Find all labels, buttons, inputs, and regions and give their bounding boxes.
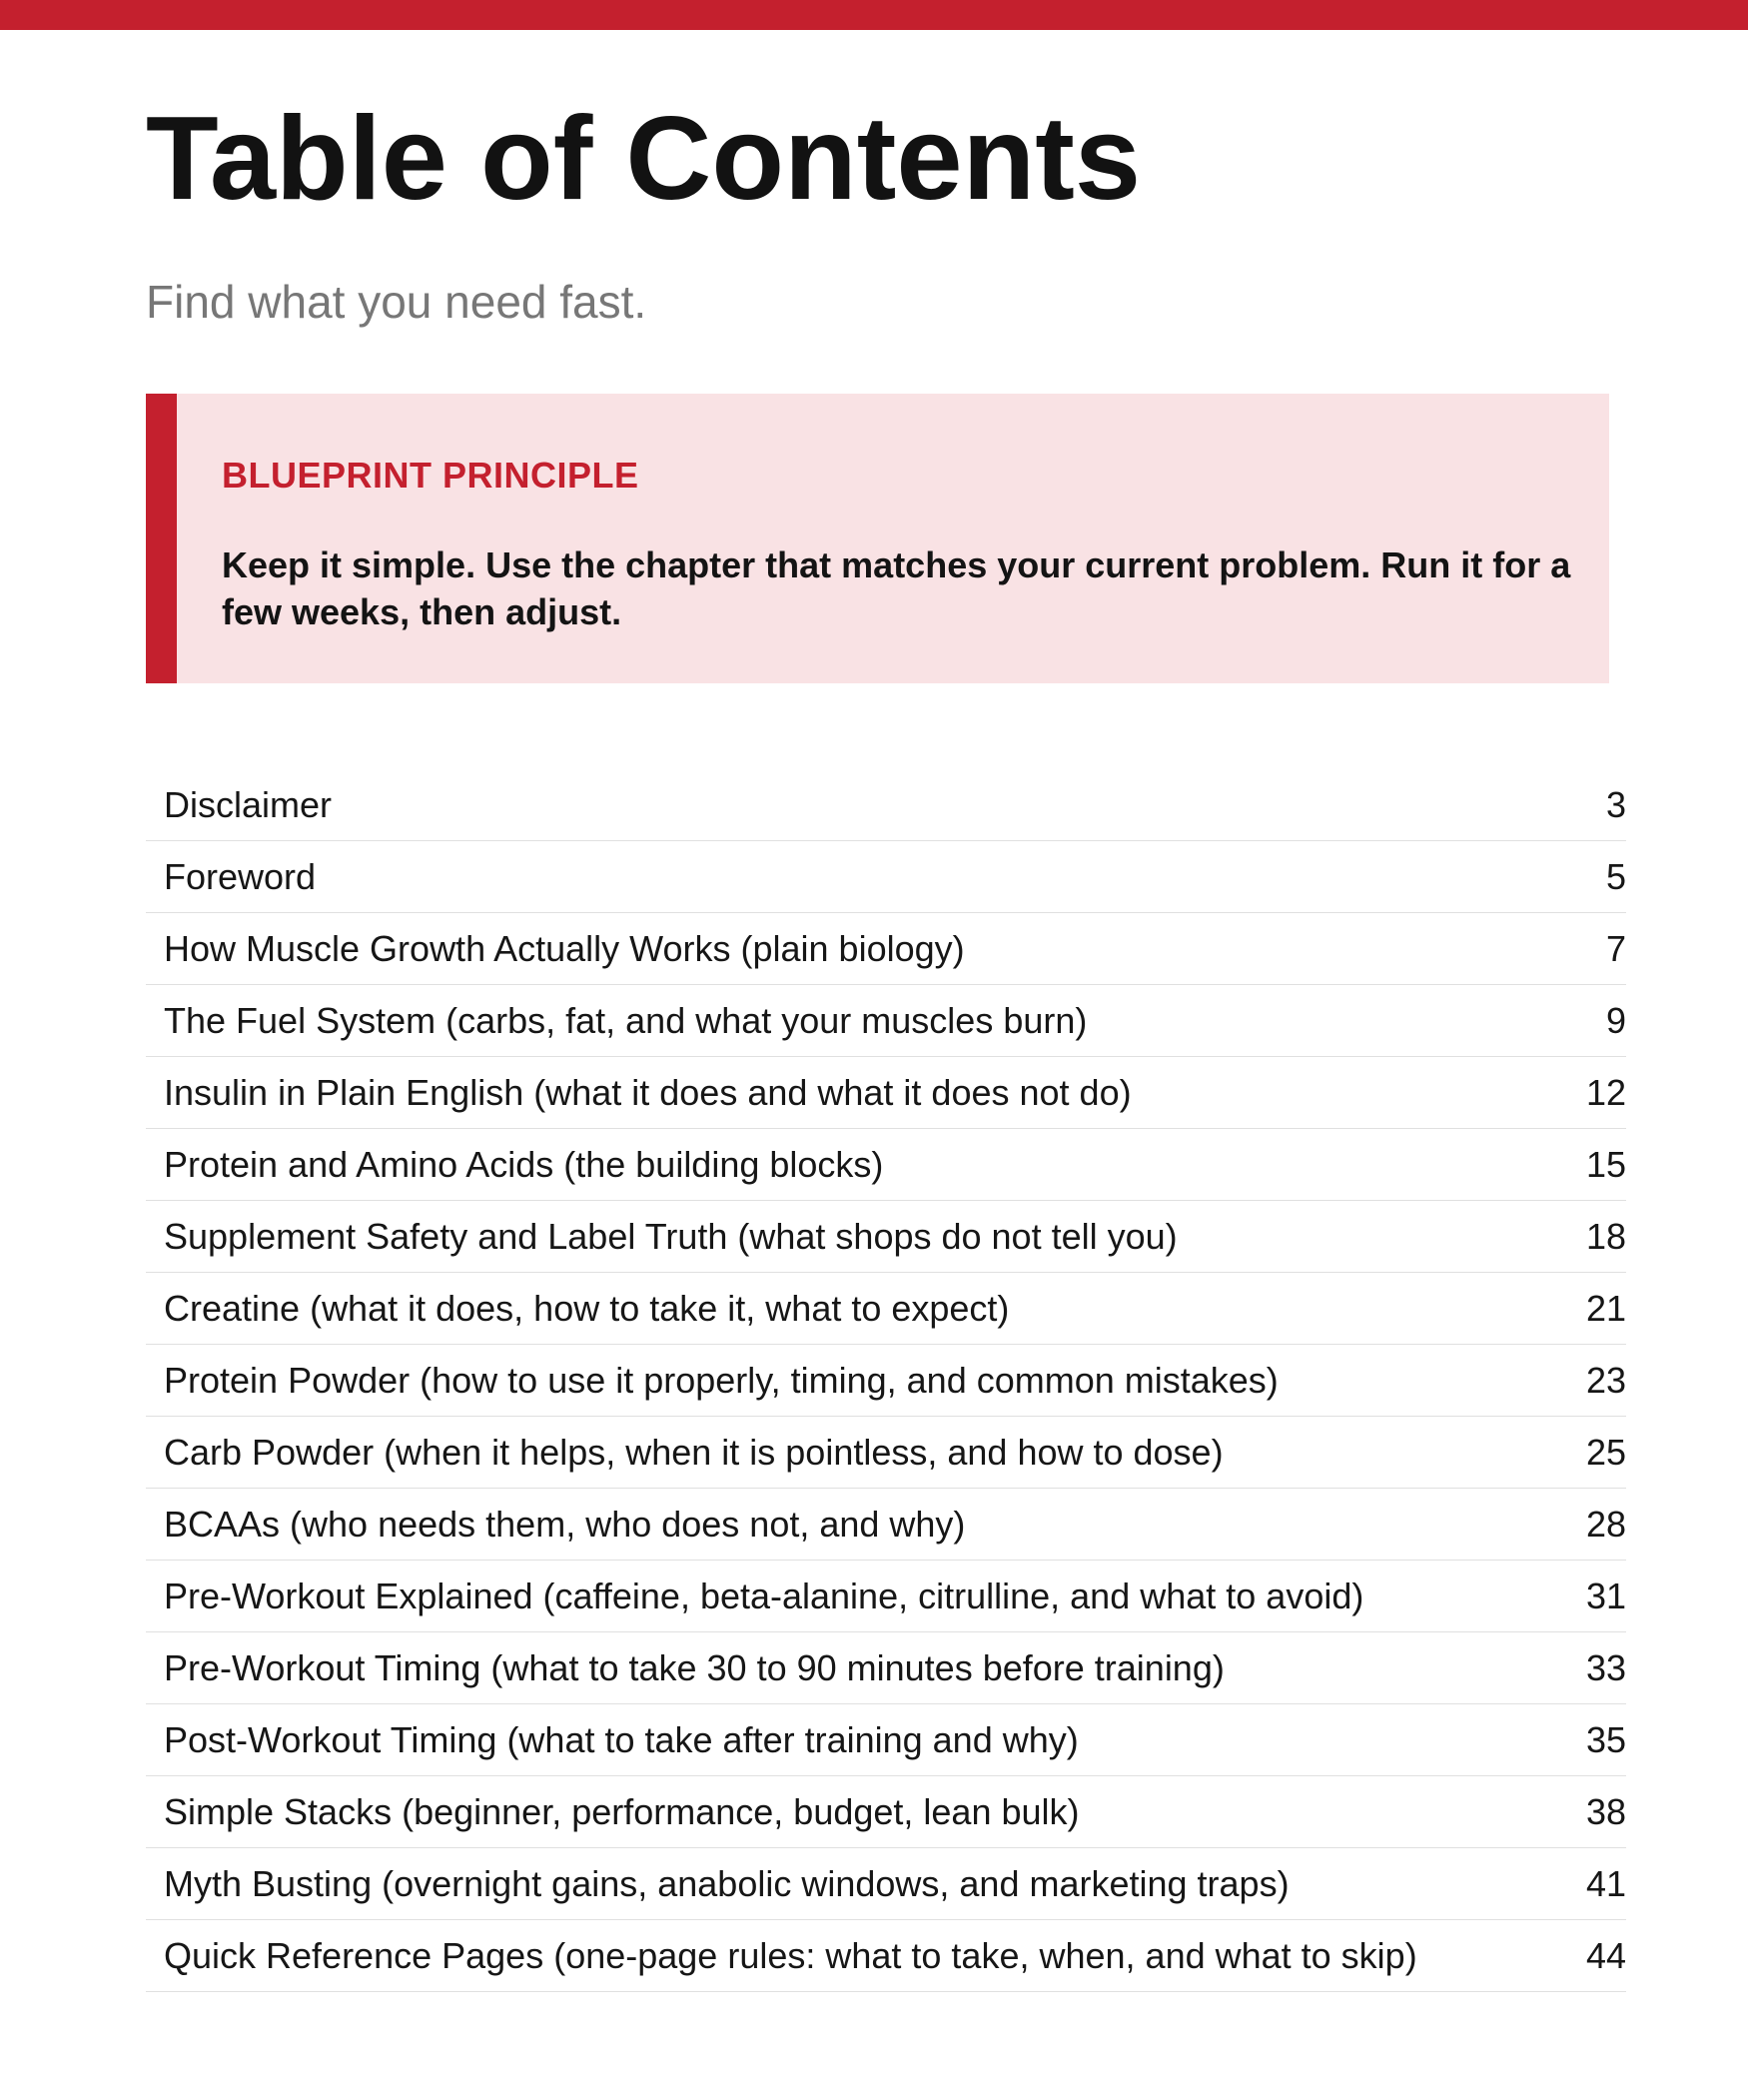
toc-row[interactable] — [146, 1345, 1626, 1417]
toc-entry-title: Carb Powder (when it helps, when it is pointless, and how to dose) — [164, 1432, 1224, 1473]
toc-entry-title: Myth Busting (overnight gains, anabolic windows, and marketing traps) — [164, 1863, 1290, 1904]
toc-row[interactable] — [146, 1920, 1626, 1992]
toc-entry-page-number: 38 — [1585, 1791, 1626, 1832]
toc-entry-title: Protein Powder (how to use it properly, timing, and common mistakes) — [164, 1360, 1279, 1401]
toc-entry-page-number: 44 — [1585, 1935, 1626, 1976]
toc-entry-page-number: 25 — [1585, 1432, 1626, 1473]
toc-entry-page-number: 18 — [1585, 1216, 1626, 1257]
toc-row[interactable] — [146, 1057, 1626, 1129]
page-title: Table of Contents — [146, 92, 1142, 225]
toc-row[interactable] — [146, 1201, 1626, 1273]
toc-entry-page-number: 23 — [1585, 1360, 1626, 1401]
toc-entry-title: Quick Reference Pages (one-page rules: what to take, when, and what to skip) — [164, 1935, 1417, 1976]
blueprint-principle-callout — [146, 394, 1609, 683]
toc-entry-page-number: 33 — [1585, 1647, 1626, 1688]
toc-row[interactable] — [146, 1776, 1626, 1848]
page-subtitle: Find what you need fast. — [146, 276, 647, 328]
toc-entry-title: Post-Workout Timing (what to take after training and why) — [164, 1719, 1079, 1760]
toc-entry-page-number: 7 — [1605, 928, 1626, 969]
toc-row[interactable] — [146, 1848, 1626, 1920]
toc-entry-page-number: 5 — [1605, 856, 1626, 897]
page-content — [0, 92, 1748, 1992]
toc-entry-page-number: 21 — [1585, 1288, 1626, 1329]
toc-entry-page-number: 15 — [1585, 1144, 1626, 1185]
toc-entry-title: Pre-Workout Timing (what to take 30 to 90 minutes before training) — [164, 1647, 1225, 1688]
top-accent-bar — [0, 0, 1748, 30]
toc-row[interactable] — [146, 1129, 1626, 1201]
toc-entry-page-number: 3 — [1605, 784, 1626, 825]
toc-row[interactable] — [146, 985, 1626, 1057]
toc-row[interactable] — [146, 1489, 1626, 1561]
toc-entry-title: Insulin in Plain English (what it does and what it does not do) — [164, 1072, 1132, 1113]
toc-entry-title: Pre-Workout Explained (caffeine, beta-alanine, citrulline, and what to avoid) — [164, 1575, 1364, 1616]
toc-entry-title: BCAAs (who needs them, who does not, and why) — [164, 1504, 966, 1545]
toc-row[interactable] — [146, 769, 1626, 841]
toc-entry-page-number: 41 — [1585, 1863, 1626, 1904]
toc-entry-page-number: 12 — [1585, 1072, 1626, 1113]
toc-row[interactable] — [146, 1632, 1626, 1704]
toc-entry-title: Protein and Amino Acids (the building blocks) — [164, 1144, 884, 1185]
toc-entry-page-number: 9 — [1605, 1000, 1626, 1041]
callout-label: BLUEPRINT PRINCIPLE — [222, 455, 639, 496]
toc-entry-title: Disclaimer — [164, 784, 333, 825]
toc-entry-page-number: 31 — [1585, 1575, 1626, 1616]
callout-body-text: Keep it simple. Use the chapter that matches your current problem. Run it for a few weeks, then adjust. — [222, 544, 1571, 632]
toc-entry-title: Creatine (what it does, how to take it, what to expect) — [164, 1288, 1010, 1329]
toc-entry-page-number: 28 — [1585, 1504, 1626, 1545]
toc-list — [146, 769, 1626, 1992]
toc-entry-title: Foreword — [164, 856, 317, 897]
toc-row[interactable] — [146, 841, 1626, 913]
toc-row[interactable] — [146, 913, 1626, 985]
toc-entry-title: Supplement Safety and Label Truth (what shops do not tell you) — [164, 1216, 1178, 1257]
toc-row[interactable] — [146, 1417, 1626, 1489]
toc-row[interactable] — [146, 1561, 1626, 1632]
toc-entry-title: Simple Stacks (beginner, performance, budget, lean bulk) — [164, 1791, 1080, 1832]
toc-entry-page-number: 35 — [1585, 1719, 1626, 1760]
toc-row[interactable] — [146, 1273, 1626, 1345]
toc-entry-title: The Fuel System (carbs, fat, and what your muscles burn) — [164, 1000, 1088, 1041]
toc-entry-title: How Muscle Growth Actually Works (plain biology) — [164, 928, 965, 969]
toc-row[interactable] — [146, 1704, 1626, 1776]
